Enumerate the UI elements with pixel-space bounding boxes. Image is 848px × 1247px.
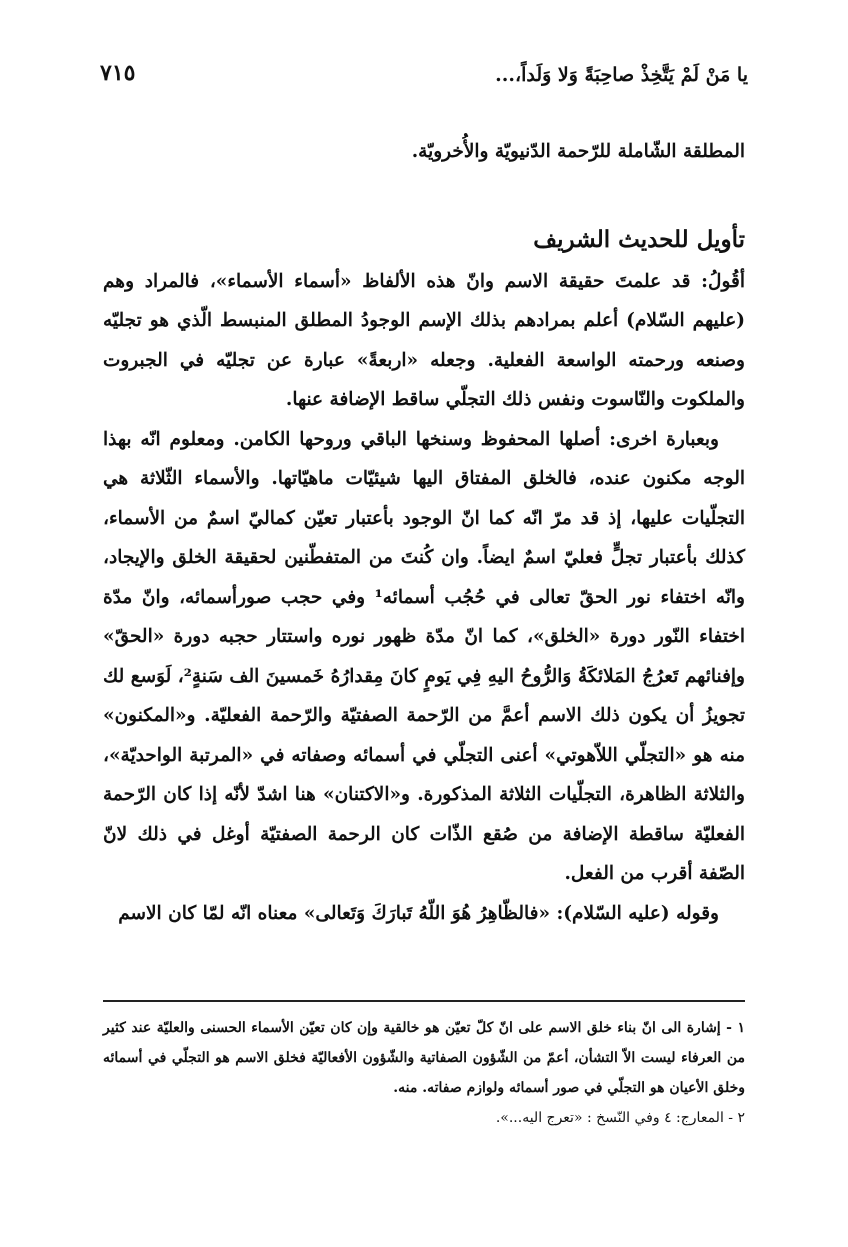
running-title: يا مَنْ لَمْ يَتَّخِذْ صاحِبَةً وَلا وَلَداً،... bbox=[495, 64, 748, 86]
page-number: ٧١٥ bbox=[100, 60, 136, 86]
footnote-2: ٢ - المعارج: ٤ وفي النّسخ : «تعرج اليه...». bbox=[495, 1110, 745, 1126]
footnote-divider bbox=[103, 1000, 745, 1002]
intro-line: المطلقة الشّاملة للرّحمة الدّنيويّة والأُخرويّة. bbox=[411, 141, 745, 162]
footnotes bbox=[103, 1013, 745, 1133]
paragraph-2: وبعبارة اخرى: أصلها المحفوظ وسنخها الباقي وروحها الكامن. ومعلوم انّه بهذا الوجه مكنون عنده، فالخلق المفتاق اليها شيئيّات ماهيّاتها. والأسماء الثّلاثة هي التجلّيات عليها، إذ قد مرّ انّه كما انّ الوجود بأعتبار تعيّن كماليّ اسمٌ من الأسماء، كذلك بأعتبار تجلٍّ فعليّ اسمٌ ايضاً. وان كُنتَ من المتفطّنين لحقيقة الخلق والإيجاد، وانّه اختفاء نور الحقّ تعالى في حُجُب أسمائه¹ وفي حجب صورأسمائه، وانّ مدّة اختفاء النّور دورة «الخلق»، كما انّ مدّة ظهور نوره واستتار حجبه دورة «الحقّ» وإفنائهم تَعرُجُ المَلائكَةُ وَالرُّوحُ اليهِ فِي يَومٍ كانَ مِقدارُهُ خَمسينَ الف سَنةٍ²، لَوَسع لك تجويزُ أن يكون ذلك الاسم أعمَّ من الرّحمة الصفتيّة والرّحمة الفعليّة. و«المكنون» منه هو «التجلّي اللاّهوتي» أعنى التجلّي في أسمائه وصفاته في «المرتبة الواحديّة»، والثلاثة الظاهرة، التجلّيات الثلاثة المذكورة. و«الاكتنان» هنا اشدّ لأنّه إذا كان الرّحمة الفعليّة ساقطة الإضافة من صُقع الذّات كان الرحمة الصفتيّة أوغل في ذلك لانّ الصّفة أقرب من الفعل. bbox=[103, 428, 745, 884]
running-header bbox=[100, 60, 748, 94]
paragraph-1: أقُولُ: قد علمتَ حقيقة الاسم وانّ هذه الألفاظ «أسماء الأسماء»، فالمراد وهم (عليهم السّلام) أعلم بمرادهم بذلك الإسم الوجودُ المطلق المنبسط الّذي هو تجليّه وصنعه ورحمته الواسعة الفعلية. وجعله «اربعةً» عبارة عن تجليّه في الجبروت والملكوت والنّاسوت ونفس ذلك التجلّي ساقط الإضافة عنها. bbox=[103, 270, 745, 410]
section-heading: تأويل للحديث الشريف bbox=[533, 225, 745, 253]
main-text bbox=[103, 132, 745, 933]
footnote-1: ١ - إشارة الى انّ بناء خلق الاسم على انّ كلّ تعيّن هو خالقية وإن كان تعيّن الأسماء الحسنى والعليّة عند كثير من العرفاء ليست الاّ التشأن، أعمّ من الشّؤون الصفاتية والشّؤون الأفعاليّة فخلق الاسم هو التجلّي في أسمائه وخلق الأعيان هو التجلّي في صور أسمائه ولوازم صفاته. منه. bbox=[103, 1020, 745, 1096]
paragraph-3: وقوله (عليه السّلام): «فالظّاهِرُ هُوَ اللّهُ تَبارَكَ وَتَعالى» معناه انّه لمّا كان الاسم bbox=[118, 902, 719, 924]
